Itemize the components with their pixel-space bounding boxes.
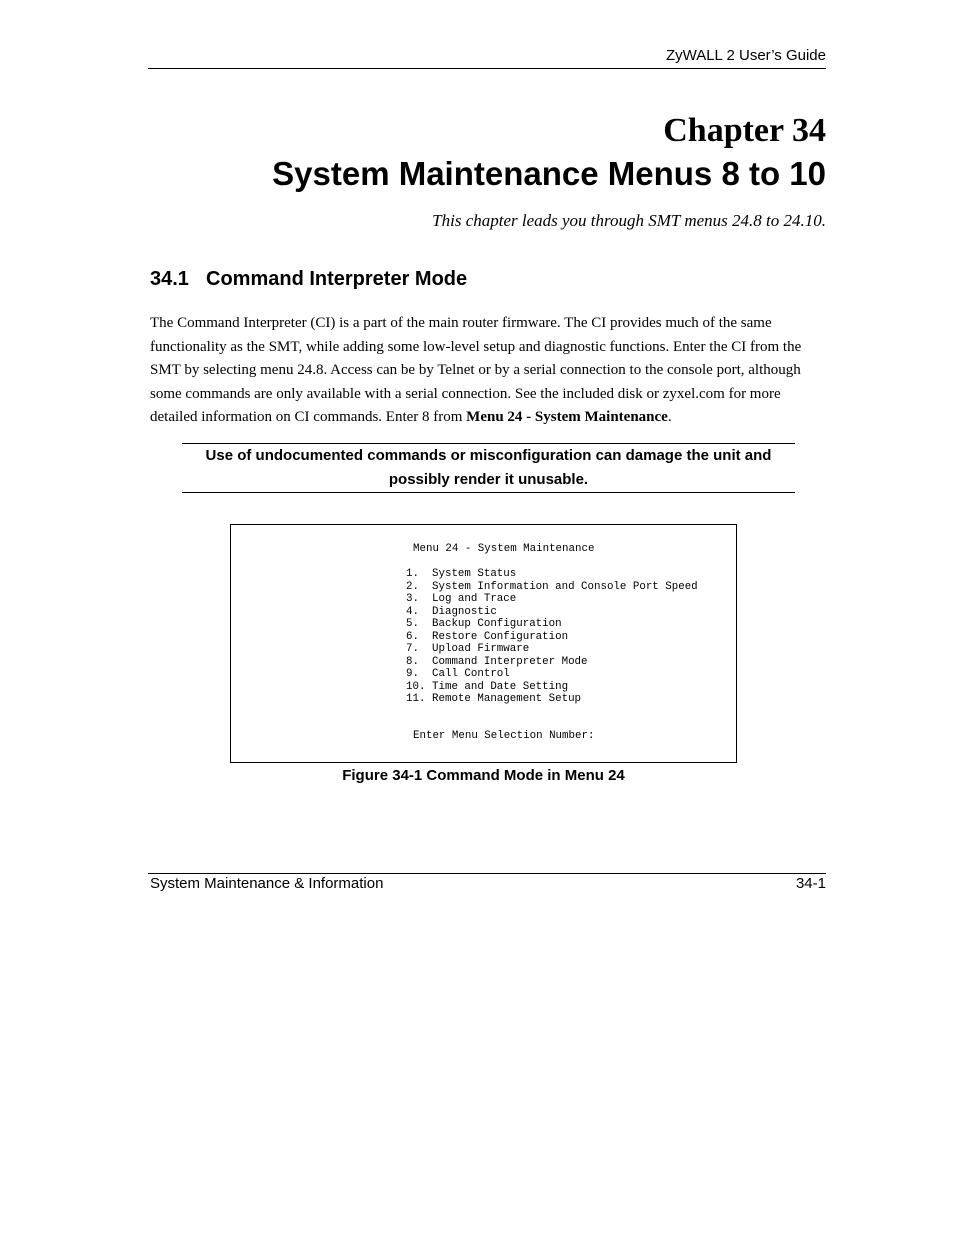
terminal-menu-item-number: 6. <box>406 630 419 643</box>
terminal-menu-item-number: 9. <box>406 668 419 680</box>
terminal-menu-item <box>406 568 698 581</box>
terminal-menu-item-label: Call Control <box>432 668 510 680</box>
warning-box <box>182 443 795 493</box>
body-paragraph <box>150 312 820 430</box>
terminal-menu-item-number: 8. <box>406 655 419 668</box>
terminal-menu-item-number: 2. <box>406 580 419 593</box>
terminal-menu-item-label: Diagnostic <box>432 605 497 618</box>
footer-section-name: System Maintenance & Information <box>150 875 384 892</box>
section-title: Command Interpreter Mode <box>206 268 468 290</box>
terminal-menu-item <box>406 618 698 631</box>
terminal-menu-item-number: 10. <box>406 680 426 693</box>
terminal-menu-item-label: Upload Firmware <box>432 643 530 655</box>
terminal-menu-item-label: System Status <box>432 568 517 580</box>
chapter-title: System Maintenance Menus 8 to 10 <box>272 155 826 192</box>
terminal-menu-item <box>406 693 698 706</box>
terminal-menu-item-number: 1. <box>406 568 419 580</box>
terminal-menu-item <box>406 606 698 619</box>
terminal-menu-item-number: 4. <box>406 605 419 618</box>
paragraph-bold-menu-ref: Menu 24 - System Maintenance <box>466 409 668 425</box>
section-number: 34.1 <box>150 268 189 290</box>
terminal-menu-item-label: System Information and Console Port Speed <box>432 580 698 593</box>
footer-page-number: 34-1 <box>795 875 826 892</box>
chapter-intro: This chapter leads you through SMT menus 24.8 to 24.10. <box>432 211 826 230</box>
terminal-menu-item <box>406 643 698 656</box>
terminal-menu-item <box>406 668 698 681</box>
chapter-number: Chapter 34 <box>663 112 826 149</box>
terminal-prompt: Enter Menu Selection Number: <box>413 730 595 742</box>
terminal-menu-item-number: 11. <box>406 693 426 705</box>
paragraph-end: . <box>667 409 672 425</box>
footer-divider <box>148 873 826 874</box>
terminal-menu-item-label: Time and Date Setting <box>432 680 569 693</box>
terminal-screen <box>230 524 737 763</box>
terminal-menu-item-label: Restore Configuration <box>432 630 569 643</box>
header-divider <box>148 68 826 69</box>
section-heading <box>150 268 467 291</box>
terminal-menu-item <box>406 581 698 594</box>
terminal-menu-list <box>406 568 698 706</box>
warning-text: Use of undocumented commands or misconfiguration can damage the unit and possibly render it unusable. <box>205 447 772 488</box>
terminal-menu-item-number: 5. <box>406 618 419 630</box>
terminal-menu-item-number: 3. <box>406 593 419 605</box>
terminal-menu-item-label: Log and Trace <box>432 593 517 605</box>
terminal-menu-item-label: Remote Management Setup <box>432 693 582 705</box>
terminal-menu-item <box>406 631 698 644</box>
paragraph-text: The Command Interpreter (CI) is a part of the main router firmware. The CI provides much of the same functionality as the SMT, while adding some low-level setup and diagnostic functions. Enter the CI from the SMT by selecting menu 24.8. Access can be by Telnet or by a serial connection to the console port, although some commands are only available with a serial connection. See the included disk or zyxel.com for more detailed information on CI commands. Enter 8 from <box>150 315 802 425</box>
terminal-menu-item <box>406 681 698 694</box>
terminal-menu-item <box>406 656 698 669</box>
terminal-menu-title: Menu 24 - System Maintenance <box>413 543 595 555</box>
terminal-menu-item <box>406 593 698 606</box>
terminal-menu-item-label: Command Interpreter Mode <box>432 655 588 668</box>
terminal-menu-item-label: Backup Configuration <box>432 618 562 630</box>
running-header: ZyWALL 2 User’s Guide <box>665 47 826 64</box>
terminal-menu-item-number: 7. <box>406 643 419 655</box>
figure-caption: Figure 34-1 Command Mode in Menu 24 <box>342 767 625 784</box>
